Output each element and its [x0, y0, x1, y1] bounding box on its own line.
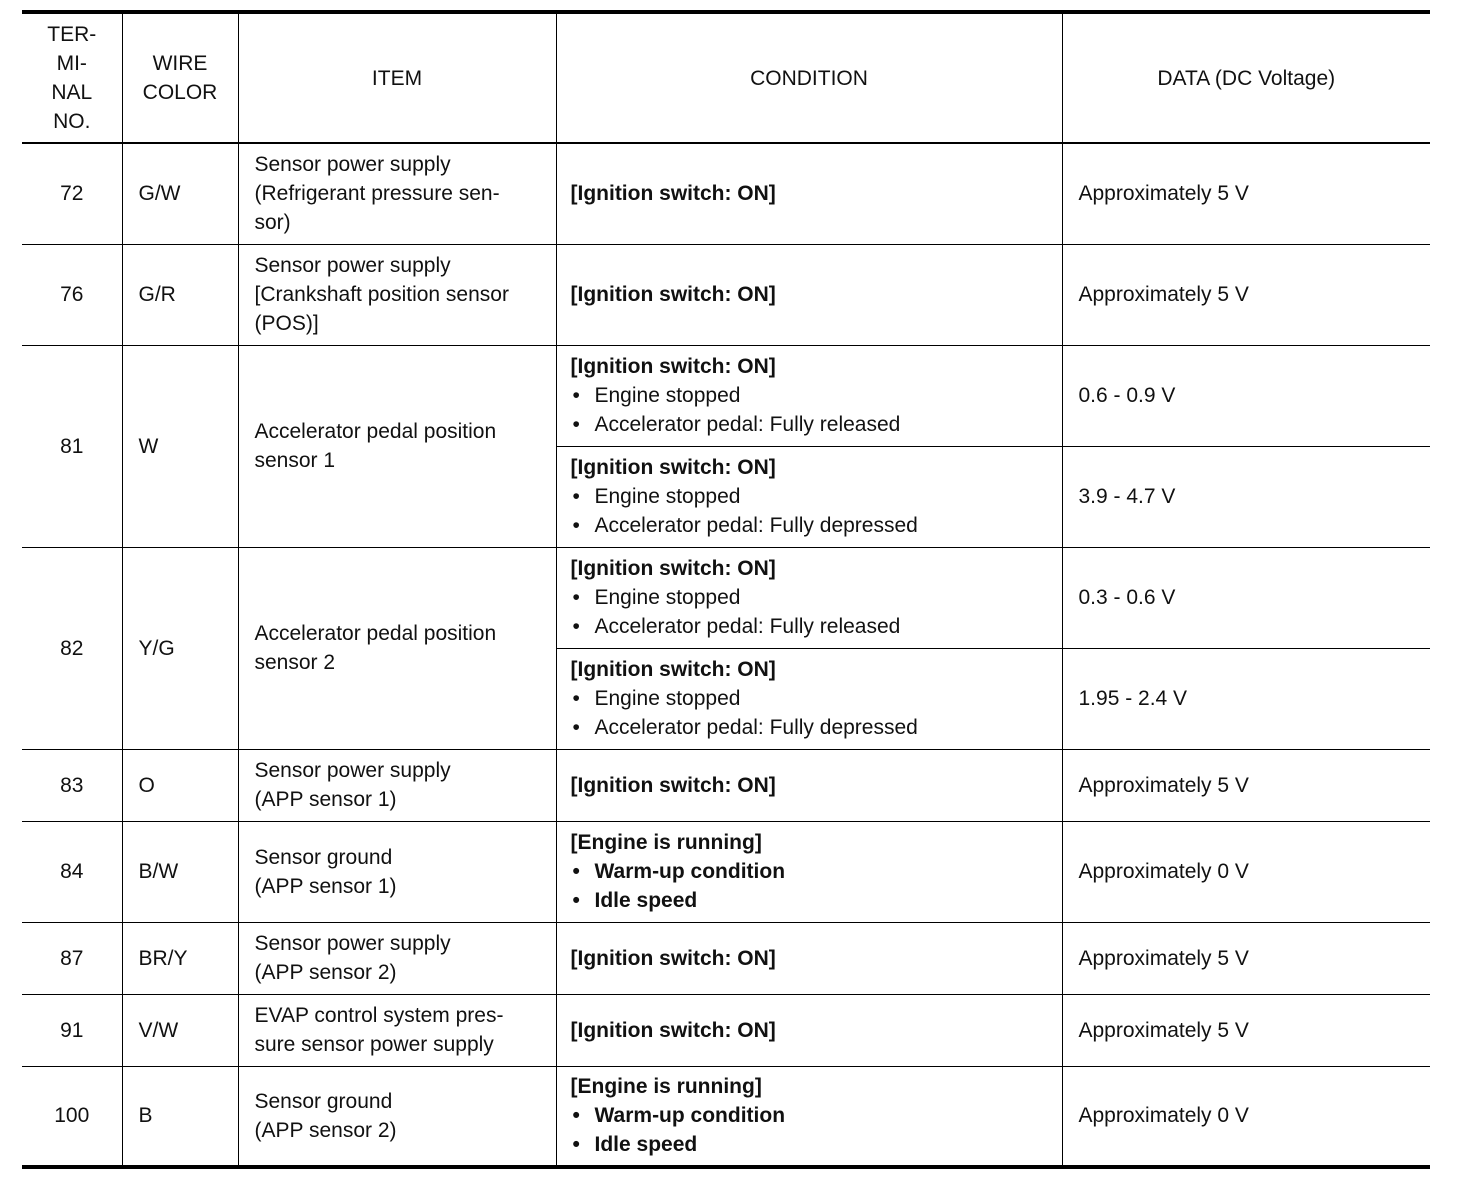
- item-line: Sensor power supply: [254, 153, 451, 177]
- condition: [556, 994, 1062, 1066]
- condition: [556, 922, 1062, 994]
- wire-color: BR/Y: [122, 922, 238, 994]
- condition-heading: [Ignition switch: ON]: [570, 1018, 776, 1042]
- condition-heading: [Ignition switch: ON]: [570, 182, 776, 206]
- terminal-no: 100: [22, 1066, 122, 1167]
- item-description: [238, 547, 556, 749]
- condition: [556, 446, 1062, 547]
- table-row: [22, 244, 1430, 345]
- table-row: [22, 922, 1430, 994]
- wire-color: B/W: [122, 821, 238, 922]
- header-condition: CONDITION: [556, 12, 1062, 143]
- item-description: [238, 821, 556, 922]
- condition-bullet: • Accelerator pedal: Fully released: [571, 612, 1062, 641]
- condition-heading: [Ignition switch: ON]: [570, 557, 776, 580]
- header-data: DATA (DC Voltage): [1062, 12, 1430, 143]
- item-line: sensor 1: [254, 449, 336, 472]
- item-description: [238, 749, 556, 821]
- condition: [556, 648, 1062, 749]
- condition-heading: [Ignition switch: ON]: [570, 283, 776, 306]
- dc-voltage-value: Approximately 5 V: [1062, 749, 1430, 821]
- table-header: [22, 12, 1430, 143]
- condition-bullet: • Engine stopped: [571, 381, 1062, 410]
- item-description: [238, 994, 556, 1066]
- table-row: [22, 821, 1430, 922]
- condition-bullet: • Accelerator pedal: Fully released: [571, 410, 1062, 439]
- item-line: Sensor ground: [254, 845, 393, 869]
- header-wire-color: WIRE COLOR: [122, 12, 238, 143]
- dc-voltage-value: Approximately 5 V: [1062, 922, 1430, 994]
- terminal-no: 82: [22, 547, 122, 749]
- item-line: (APP sensor 2): [254, 961, 397, 984]
- terminal-no: 76: [22, 244, 122, 345]
- table-row: [22, 994, 1430, 1066]
- condition-bullet: • Warm-up condition: [571, 1101, 1062, 1130]
- terminal-no: 81: [22, 345, 122, 547]
- condition: [556, 821, 1062, 922]
- item-description: [238, 1066, 556, 1167]
- condition-bullet: • Accelerator pedal: Fully depressed: [571, 511, 1062, 540]
- condition: [556, 1066, 1062, 1167]
- header-row: [22, 12, 1430, 143]
- item-line: Accelerator pedal position: [254, 622, 497, 645]
- dc-voltage-value: 0.3 - 0.6 V: [1062, 547, 1430, 648]
- condition-heading: [Ignition switch: ON]: [570, 773, 776, 797]
- table-row: [22, 1066, 1430, 1167]
- condition: [556, 749, 1062, 821]
- item-description: [238, 244, 556, 345]
- item-line: Sensor power supply: [254, 254, 451, 277]
- wire-color: G/W: [122, 143, 238, 244]
- terminal-data-table: [22, 10, 1430, 1169]
- item-line: sure sensor power supply: [254, 1033, 494, 1056]
- terminal-no: 83: [22, 749, 122, 821]
- condition-heading: [Ignition switch: ON]: [570, 456, 776, 479]
- dc-voltage-value: 1.95 - 2.4 V: [1062, 648, 1430, 749]
- item-line: sensor 2: [254, 651, 336, 674]
- condition-bullet: • Warm-up condition: [571, 857, 1062, 886]
- item-line: (APP sensor 1): [254, 874, 397, 898]
- terminal-no: 84: [22, 821, 122, 922]
- item-line: (APP sensor 1): [254, 788, 397, 811]
- dc-voltage-value: 3.9 - 4.7 V: [1062, 446, 1430, 547]
- item-line: Accelerator pedal position: [254, 420, 497, 443]
- wire-color: W: [122, 345, 238, 547]
- item-line: [Crankshaft position sensor: [254, 283, 509, 306]
- table-row: [22, 749, 1430, 821]
- item-line: EVAP control system pres-: [254, 1004, 504, 1027]
- header-item: ITEM: [238, 12, 556, 143]
- condition-heading: [Engine is running]: [570, 1075, 762, 1099]
- dc-voltage-value: Approximately 0 V: [1062, 821, 1430, 922]
- item-line: sor): [254, 211, 291, 235]
- table-row: [22, 143, 1430, 244]
- terminal-no: 91: [22, 994, 122, 1066]
- condition-bullet: • Engine stopped: [571, 583, 1062, 612]
- header-terminal-no: TER- MI- NAL NO.: [47, 23, 97, 133]
- condition: [556, 143, 1062, 244]
- item-line: (POS)]: [254, 312, 319, 335]
- condition-bullet: • Accelerator pedal: Fully depressed: [571, 713, 1062, 742]
- condition: [556, 244, 1062, 345]
- condition-heading: [Ignition switch: ON]: [570, 355, 776, 378]
- table-row: [22, 547, 1430, 648]
- condition: [556, 547, 1062, 648]
- dc-voltage-value: Approximately 0 V: [1062, 1066, 1430, 1167]
- item-description: [238, 345, 556, 547]
- item-line: (APP sensor 2): [254, 1118, 397, 1142]
- condition-heading: [Ignition switch: ON]: [570, 946, 776, 970]
- condition-bullet: • Engine stopped: [571, 482, 1062, 511]
- item-line: Sensor power supply: [254, 759, 451, 782]
- wire-color: Y/G: [122, 547, 238, 749]
- dc-voltage-value: Approximately 5 V: [1062, 244, 1430, 345]
- condition-bullet: • Idle speed: [571, 886, 1062, 915]
- terminal-no: 87: [22, 922, 122, 994]
- wire-color: V/W: [122, 994, 238, 1066]
- wire-color: B: [122, 1066, 238, 1167]
- condition-bullet: • Idle speed: [571, 1130, 1062, 1159]
- item-line: (Refrigerant pressure sen-: [254, 182, 500, 206]
- wire-color: G/R: [122, 244, 238, 345]
- table-row: [22, 345, 1430, 446]
- table-body: [22, 143, 1430, 1167]
- dc-voltage-value: 0.6 - 0.9 V: [1062, 345, 1430, 446]
- item-line: Sensor power supply: [254, 932, 451, 955]
- condition: [556, 345, 1062, 446]
- condition-heading: [Ignition switch: ON]: [570, 658, 776, 681]
- item-description: [238, 143, 556, 244]
- dc-voltage-value: Approximately 5 V: [1062, 994, 1430, 1066]
- terminal-no: 72: [22, 143, 122, 244]
- item-line: Sensor ground: [254, 1089, 393, 1113]
- item-description: [238, 922, 556, 994]
- condition-bullet: • Engine stopped: [571, 684, 1062, 713]
- condition-heading: [Engine is running]: [570, 831, 762, 854]
- dc-voltage-value: Approximately 5 V: [1062, 143, 1430, 244]
- wire-color: O: [122, 749, 238, 821]
